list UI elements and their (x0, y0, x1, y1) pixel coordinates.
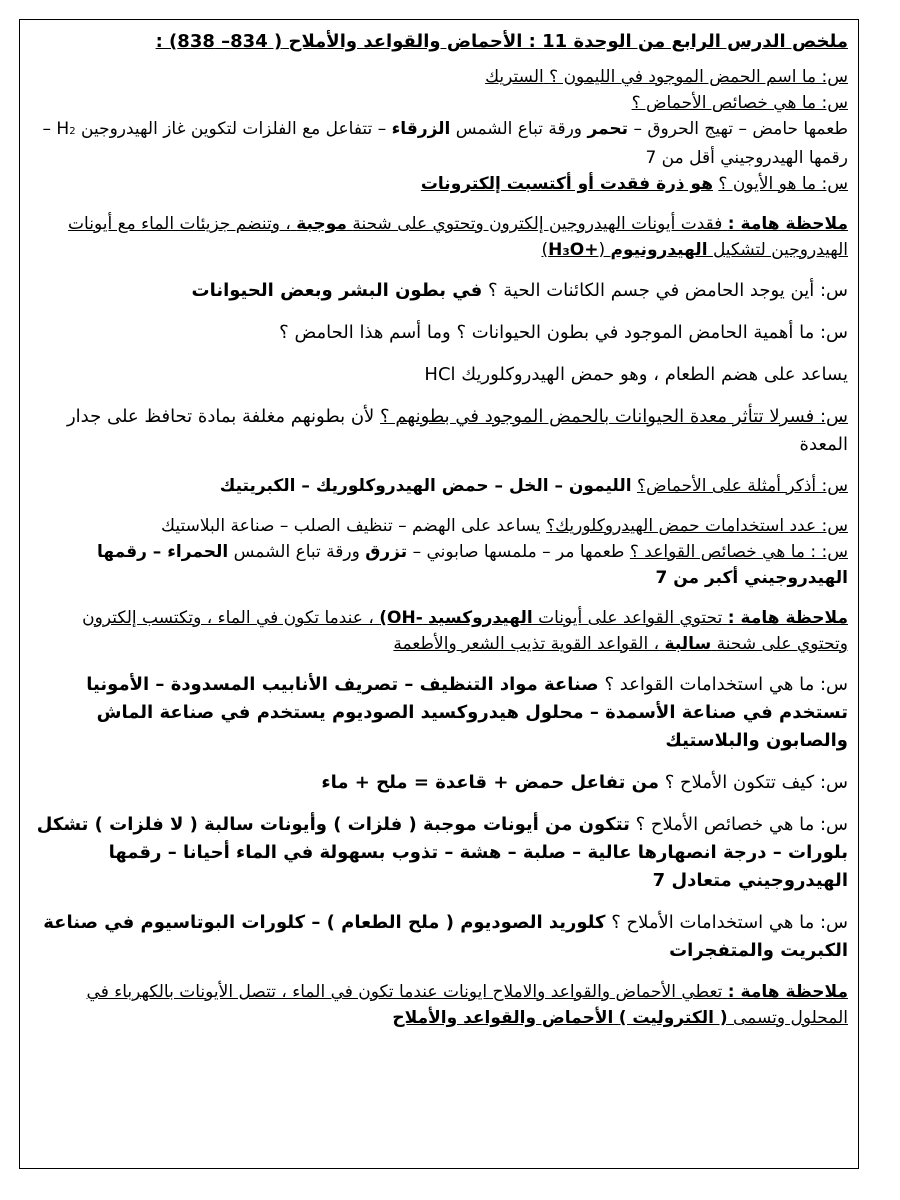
question-salt-formation: س: كيف تتكون الأملاح ؟ من تفاعل حمض + قاعدة = ملح + ماء (321, 772, 848, 793)
question-stomach: س: فسرلا تتأثر معدة الحيوانات بالحمض الموجود في بطونهم ؟ لأن بطونهم مغلفة بمادة تحافظ على جدار المعدة (66, 406, 848, 455)
question-acid-importance: س: ما أهمية الحامض الموجود في بطون الحيوانات ؟ وما أسم هذا الحامض ؟ (279, 322, 848, 343)
summary-content (30, 28, 848, 1031)
lesson-title: ملخص الدرس الرابع من الوحدة 11 : الأحماض والقواعد والأملاح ( 834– 838) : (155, 31, 848, 52)
question-salt-properties: س: ما هي خصائص الأملاح ؟ تتكون من أيونات موجبة ( فلزات ) وأيونات سالبة ( لا فلزات ) تشكل بلورات – درجة انصهارها عالية – صلبة – هشة – تذوب بسهولة في الماء أحيانا – رقمها الهيدروجيني متعادل 7 (36, 814, 848, 891)
question-acid-examples: س: أذكر أمثلة على الأحماض؟ الليمون – الخل – حمض الهيدروكلوريك – الكبريتيك (219, 476, 848, 496)
question-acid-properties: س: ما هي خصائص الأحماض ؟ (631, 93, 848, 113)
note-hydronium: ملاحظة هامة : فقدت أيونات الهيدروجين إلكترون وتحتوي على شحنة موجبة ، وتنضم جزيئات الماء مع أيونات الهيدروجين لتشكيل الهيدرونيوم (H₃O+) (68, 214, 848, 260)
answer-acid-properties: طعمها حامض – تهيج الحروق – تحمر ورقة تباع الشمس الزرقاء – تتفاعل مع الفلزات لتكوين غاز الهيدروجين H2 – رقمها الهيدروجيني أقل من 7 (42, 119, 848, 168)
question-base-properties: س: : ما هي خصائص القواعد ؟ طعمها مر – ملمسها صابوني – تزرق ورقة تباع الشمس الحمراء – رقمها الهيدروجيني أكبر من 7 (96, 542, 848, 588)
question-acid-location: س: أين يوجد الحامض في جسم الكائنات الحية ؟ في بطون البشر وبعض الحيوانات (191, 280, 848, 301)
question-citric: س: ما اسم الحمض الموجود في الليمون ؟ الستريك (485, 67, 848, 87)
note-hydroxide: ملاحظة هامة : تحتوي القواعد على أيونات الهيدروكسيد (OH- ، عندما تكون في الماء ، وتكتسب إلكترون وتحتوي على شحنة سالبة ، القواعد القوية تذيب الشعر والأطعمة (82, 608, 848, 654)
question-hcl-uses: س: عدد استخدامات حمض الهيدروكلوريك؟ يساعد على الهضم – تنظيف الصلب – صناعة البلاستيك (161, 516, 848, 536)
note-electrolyte: ملاحظة هامة : تعطي الأحماض والقواعد والاملاح ايونات عندما تكون في الماء ، تتصل الأيونات بالكهرباء في المحلول وتسمى ( الكتروليت ) الأحماض والقواعد والأملاح (86, 982, 848, 1028)
answer-acid-importance: يساعد على هضم الطعام ، وهو حمض الهيدروكلوريك HCl (424, 364, 848, 385)
question-ion: س: ما هو الأيون ؟ هو ذرة فقدت أو أكتسبت إلكترونات (420, 174, 848, 194)
question-salt-uses: س: ما هي استخدامات الأملاح ؟ كلوريد الصوديوم ( ملح الطعام ) – كلورات البوتاسيوم في صناعة الكبريت والمتفجرات (43, 912, 848, 961)
question-base-uses: س: ما هي استخدامات القواعد ؟ صناعة مواد التنظيف – تصريف الأنابيب المسدودة – الأمونيا تستخدم في صناعة الأسمدة – محلول هيدروكسيد الصوديوم يستخدم في صناعة الماش والصابون والبلاستيك (86, 674, 848, 751)
